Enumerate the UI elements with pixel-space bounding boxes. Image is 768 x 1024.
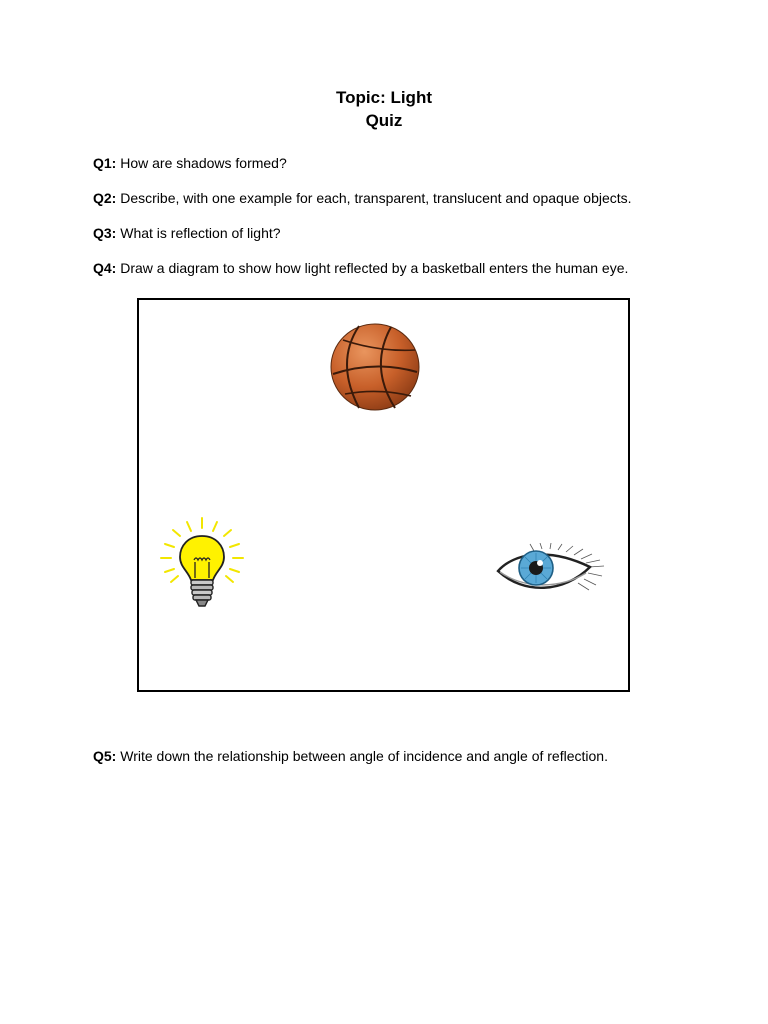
question-3 bbox=[93, 224, 281, 242]
quiz-heading: Quiz bbox=[365, 111, 403, 130]
question-label: Q4: bbox=[93, 260, 117, 276]
topic-heading: Topic: Light bbox=[336, 88, 432, 107]
question-2 bbox=[93, 189, 632, 207]
question-label: Q2: bbox=[93, 190, 117, 206]
basketball-icon bbox=[329, 322, 421, 412]
question-1 bbox=[93, 154, 287, 172]
question-5 bbox=[93, 747, 608, 765]
question-text: Write down the relationship between angle of incidence and angle of reflection. bbox=[120, 748, 608, 764]
page-title bbox=[0, 86, 768, 132]
question-text: What is reflection of light? bbox=[120, 225, 281, 241]
question-text: Describe, with one example for each, transparent, translucent and opaque objects. bbox=[120, 190, 632, 206]
question-text: How are shadows formed? bbox=[120, 155, 287, 171]
question-label: Q5: bbox=[93, 748, 117, 764]
question-label: Q1: bbox=[93, 155, 117, 171]
question-label: Q3: bbox=[93, 225, 117, 241]
question-text: Draw a diagram to show how light reflected by a basketball enters the human eye. bbox=[120, 260, 629, 276]
diagram-drawing-area[interactable] bbox=[137, 298, 630, 692]
eye-icon bbox=[494, 543, 606, 599]
light-bulb-icon bbox=[159, 516, 245, 612]
question-4 bbox=[93, 259, 628, 277]
